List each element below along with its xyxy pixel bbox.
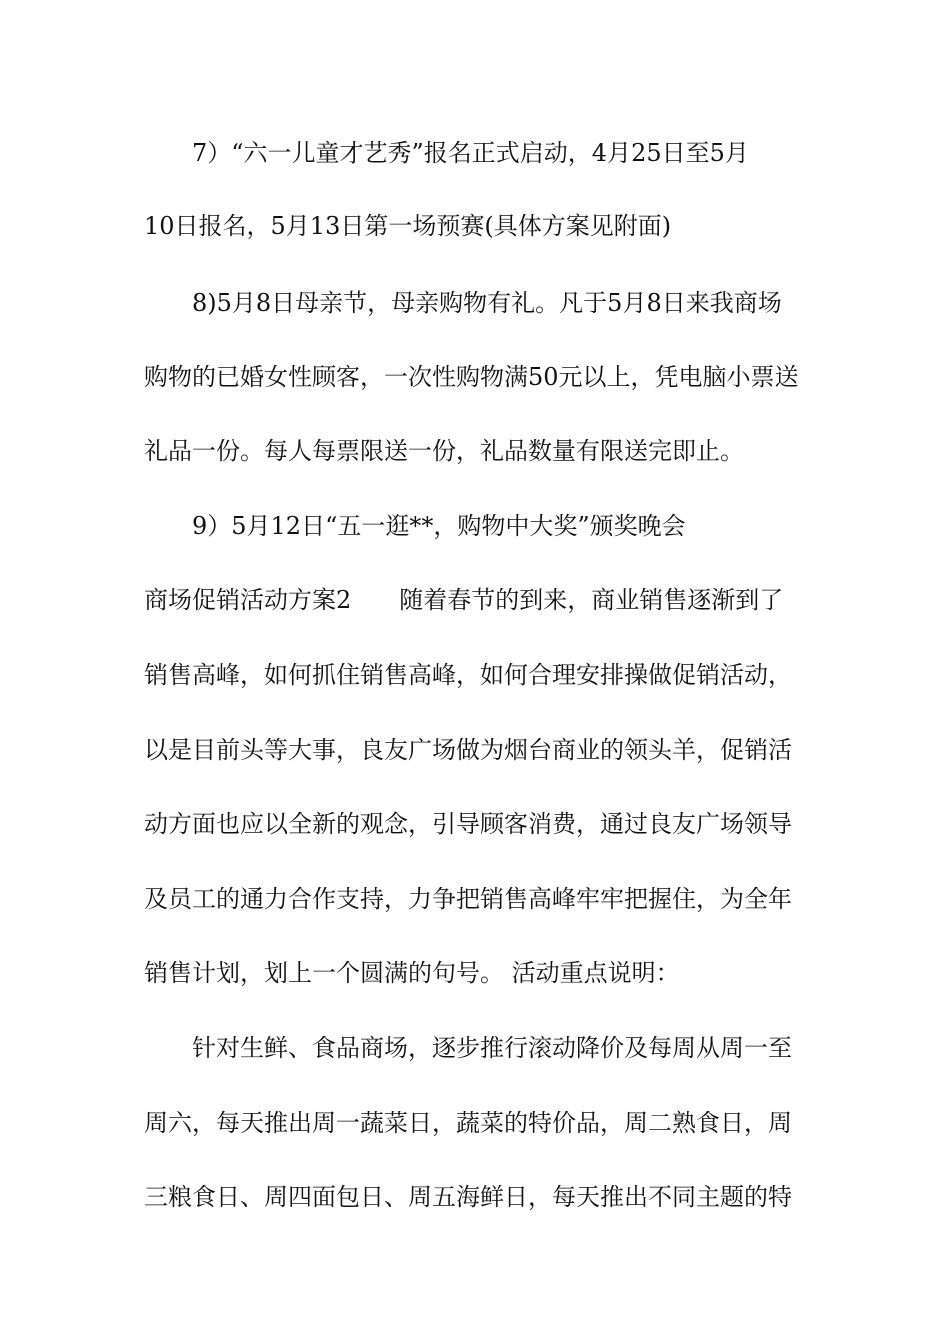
text-line-11: 及员工的通力合作支持，力争把销售高峰牢牢把握住，为全年	[144, 885, 792, 913]
text-line-3: 8)5月8日母亲节，母亲购物有礼。凡于5月8日来我商场	[192, 289, 782, 317]
text-line-2: 10日报名，5月13日第一场预赛(具体方案见附面)	[144, 212, 672, 240]
text-line-8: 销售高峰，如何抓住销售高峰，如何合理安排操做促销活动，	[144, 661, 792, 689]
text-line-15: 三粮食日、周四面包日、周五海鲜日，每天推出不同主题的特	[144, 1183, 792, 1211]
text-line-12: 销售计划，划上一个圆满的句号。 活动重点说明：	[144, 959, 680, 987]
text-line-14: 周六，每天推出周一蔬菜日，蔬菜的特价品，周二熟食日，周	[144, 1109, 792, 1137]
text-line-9: 以是目前头等大事，良友广场做为烟台商业的领头羊，促销活	[144, 736, 792, 764]
text-line-4: 购物的已婚女性顾客，一次性购物满50元以上，凭电脑小票送	[144, 363, 799, 391]
text-line-10: 动方面也应以全新的观念，引导顾客消费，通过良友广场领导	[144, 810, 792, 838]
text-line-6: 9）5月12日“五一逛**，购物中大奖”颁奖晚会	[192, 512, 686, 540]
text-line-5: 礼品一份。每人每票限送一份，礼品数量有限送完即止。	[144, 437, 744, 465]
text-line-13: 针对生鲜、食品商场，逐步推行滚动降价及每周从周一至	[192, 1034, 792, 1062]
text-line-7: 商场促销活动方案2 随着春节的到来，商业销售逐渐到了	[144, 586, 784, 614]
text-line-1: 7）“六一儿童才艺秀”报名正式启动，4月25日至5月	[192, 139, 749, 167]
